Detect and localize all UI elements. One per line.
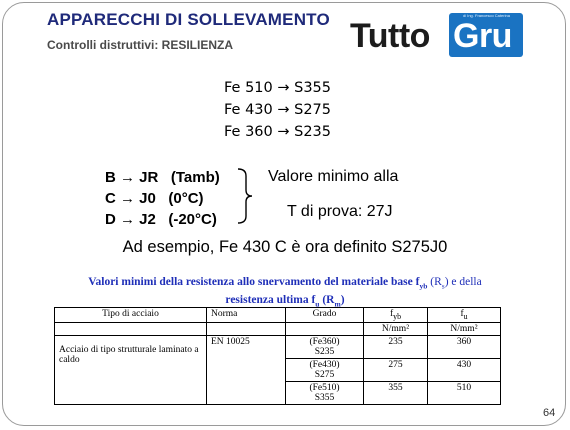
note-line-1: Valore minimo alla	[268, 168, 399, 185]
caption-text: (R	[427, 276, 442, 288]
caption-text: Valori minimi della resistenza allo snervamento del materiale base f	[88, 276, 420, 288]
fyb-cell: 355	[364, 381, 428, 404]
caption-sub: yb	[419, 281, 428, 291]
steel-designation-map	[224, 77, 331, 143]
example-sentence: Ad esempio, Fe 430 C è ora definito S275J0	[122, 238, 448, 256]
logo-word-gru: Gru	[453, 17, 512, 55]
steel-map-line: Fe 430 → S275	[224, 102, 332, 118]
caption-sub: u	[315, 299, 320, 309]
header-cell: $f_u$	[428, 308, 501, 323]
caption-text: ) e della	[444, 276, 482, 288]
quality-class-line: C → J0 (0°C)	[105, 190, 204, 207]
quality-class-line: B → JR (Tamb)	[105, 169, 220, 186]
header-cell: Tipo di acciaio	[55, 308, 207, 323]
fu-cell: 430	[428, 358, 501, 381]
unit-cell: N/mm²	[364, 322, 428, 335]
steel-strength-table	[54, 307, 501, 405]
logo-tagline: di Ing. Francesco Caterina	[463, 13, 510, 18]
header-cell: Norma	[207, 308, 286, 323]
fu-cell: 510	[428, 381, 501, 404]
caption-text: resistenza ultima f	[225, 294, 316, 307]
fyb-cell: 235	[364, 335, 428, 358]
header-cell: Grado	[286, 308, 364, 323]
tuttogru-logo	[346, 9, 526, 59]
unit-cell: N/mm²	[428, 322, 501, 335]
quality-class-list	[105, 167, 220, 230]
page-number: 64	[543, 407, 556, 419]
slide-subtitle: Controlli distruttivi: RESILIENZA	[47, 38, 233, 52]
slide-title: APPARECCHI DI SOLLEVAMENTO	[47, 10, 330, 29]
note-line-2: T di prova: 27J	[287, 203, 393, 220]
grade-cell: (Fe360) S235	[286, 335, 364, 358]
table-header-row	[55, 308, 501, 323]
logo-word-tutto: Tutto	[350, 17, 430, 55]
grade-cell: (Fe430) S275	[286, 358, 364, 381]
unit-cell	[207, 322, 286, 335]
right-brace-icon	[236, 168, 254, 224]
steel-map-line: Fe 510 → S355	[224, 80, 332, 96]
caption-text: )	[340, 294, 345, 307]
steel-type-cell: Acciaio di tipo strutturale laminato a caldo	[55, 335, 207, 404]
fu-cell: 360	[428, 335, 501, 358]
caption-sub: m	[334, 299, 341, 309]
header-cell: $f_{yb}$	[364, 308, 428, 323]
caption-text: (R	[319, 294, 335, 307]
norm-cell: EN 10025	[207, 335, 286, 404]
unit-cell	[55, 322, 207, 335]
grade-cell: (Fe510) S355	[286, 381, 364, 404]
unit-cell	[286, 322, 364, 335]
fyb-cell: 275	[364, 358, 428, 381]
caption-sub: s	[441, 281, 445, 291]
steel-map-line: Fe 360 → S235	[224, 124, 332, 140]
table-units-row	[55, 322, 501, 335]
table-row	[55, 335, 501, 358]
quality-class-line: D → J2 (-20°C)	[105, 211, 217, 228]
